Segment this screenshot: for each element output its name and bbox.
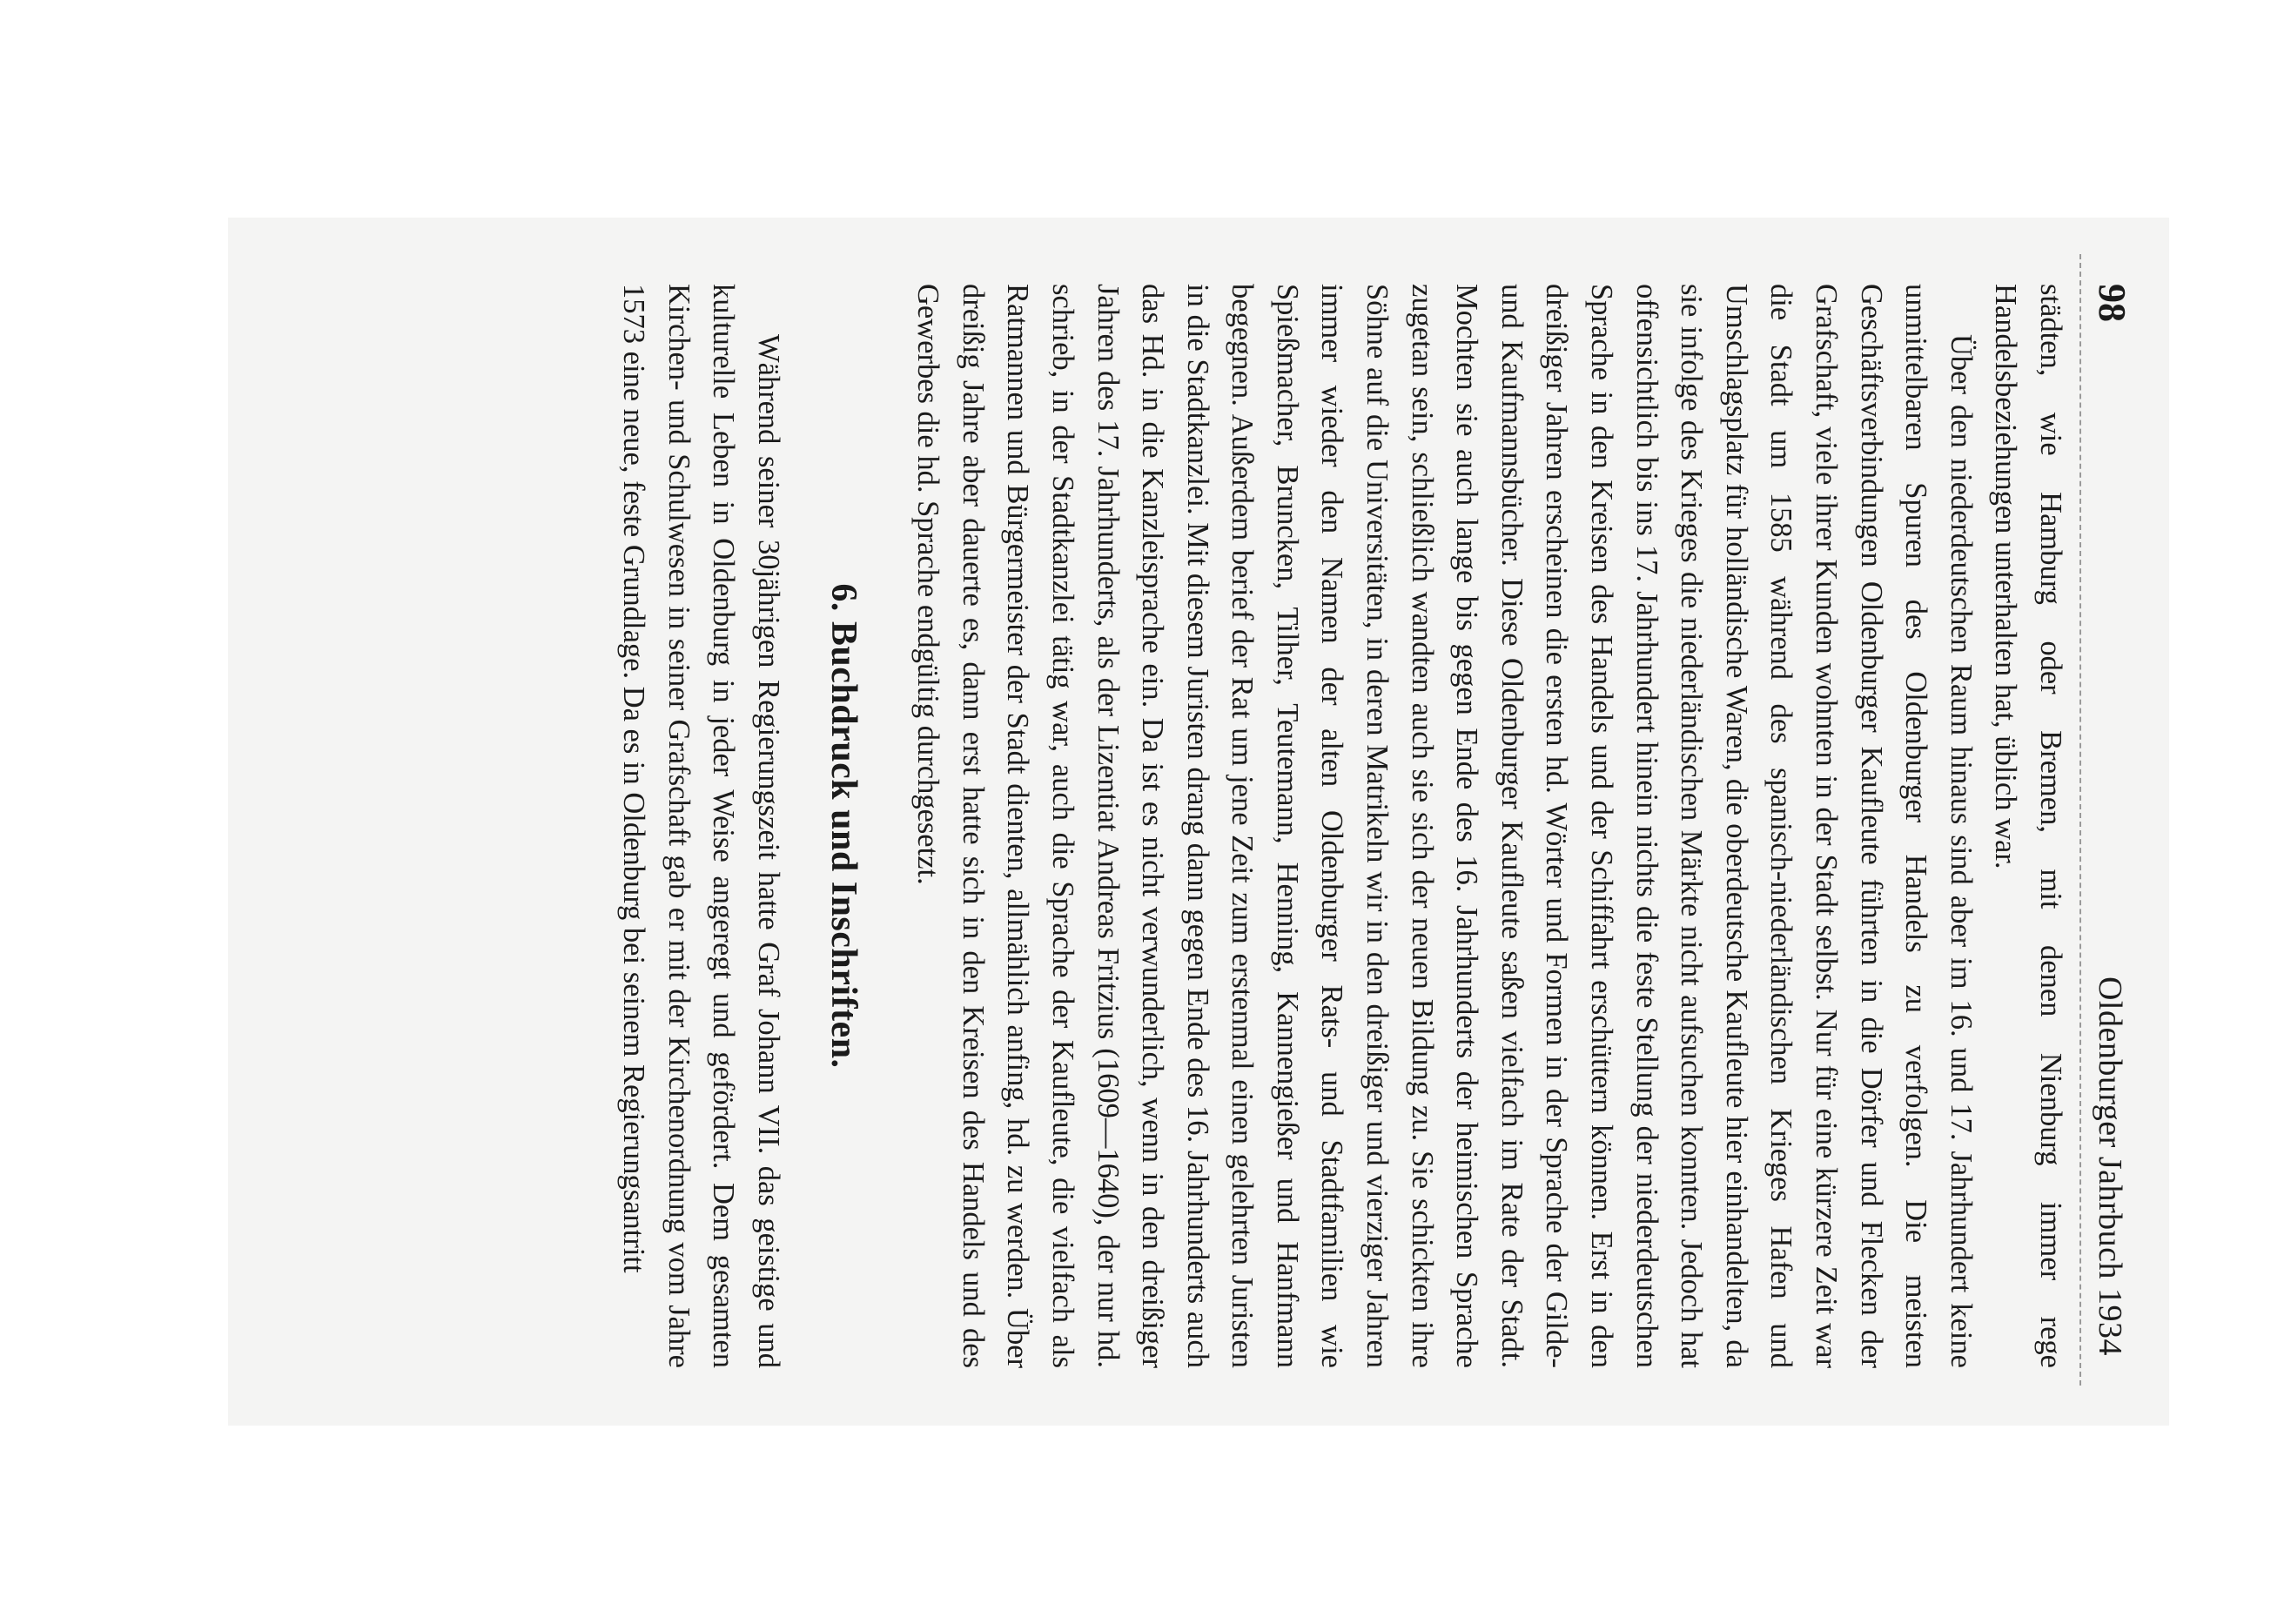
- paragraph-2: Über den niederdeutschen Raum hinaus sind aber im 16. und 17. Jahrhundert keine unmittelbaren Spuren des Oldenburger Handels zu verfolgen. Die meisten Geschäftsverbindungen Oldenburger Kaufleute führten in die Dörfer und Flecken der Grafschaft, viele ihrer Kunden wohnten in der Stadt selbst. Nur für eine kürzere Zeit war die Stadt um 1585 während des spanisch-niederländischen Krieges Hafen und Umschlagsplatz für holländische Waren, die oberdeutsche Kaufleute hier einhandelten, da sie infolge des Krieges die niederländischen Märkte nicht aufsuchen konnten. Jedoch hat offensichtlich bis ins 17. Jahrhundert hinein nichts die feste Stellung der niederdeutschen Sprache in den Kreisen des Handels und der Schiffahrt erschüttern können. Erst in den dreißiger Jahren erscheinen die ersten hd. Wörter und Formen in der Sprache der Gilde- und Kaufmannsbücher. Diese Oldenburger Kaufleute saßen vielfach im Rate der Stadt. Mochten sie auch lange bis gegen Ende des 16. Jahrhunderts der heimischen Sprache zugetan sein, schließlich wandten auch sie sich der neuen Bildung zu. Sie schickten ihre Söhne auf die Universitäten, in deren Matrikeln wir in den dreißiger und vierziger Jahren immer wieder den Namen der alten Oldenburger Rats- und Stadtfamilien wie Spießmacher, Bruncken, Tilher, Teutemann, Henning, Kannengießer und Hanfmann begegnen. Außerdem berief der Rat um jene Zeit zum erstenmal einen gelehrten Juristen in die Stadtkanzlei. Mit diesem Juristen drang dann gegen Ende des 16. Jahrhunderts auch das Hd. in die Kanzleisprache ein. Da ist es nicht verwunderlich, wenn in den dreißiger Jahren des 17. Jahrhunderts, als der Lizentiat Andreas Fritzius (1609—1640), der nur hd. schrieb, in der Stadtkanzlei tätig war, auch die Sprache der Kaufleute, die vielfach als Ratmannen und Bürgermeister der Stadt dienten, allmählich anfing, hd. zu werden. Über dreißig Jahre aber dauerte es, dann erst hatte sich in den Kreisen des Handels und des Gewerbes die hd. Sprache endgültig durchgesetzt.: [911, 284, 1978, 1368]
- paragraph-1: städten, wie Hamburg oder Bremen, mit denen Nienburg immer rege Handelsbeziehungen unterhalten hat, üblich war.: [1989, 284, 2067, 1368]
- body-text: [611, 237, 2073, 1403]
- page-number: 98: [2091, 284, 2133, 322]
- document-page: [249, 237, 2147, 1403]
- section-paragraph: Während seiner 30jährigen Regierungszeit hatte Graf Johann VII. das geistige und kulturelle Leben in Oldenburg in jeder Weise angeregt und gefördert. Dem gesamten Kirchen- und Schulwesen in seiner Grafschaft gab er mit der Kirchenordnung vom Jahre 1573 eine neue, feste Grundlage. Da es in Oldenburg bei seinem Regierungsantritt: [617, 284, 785, 1368]
- page-header: [2079, 254, 2147, 1386]
- section-heading: 6. Buchdruck und Inschriften.: [823, 583, 863, 1069]
- running-title: Oldenburger Jahrbuch 1934: [2092, 976, 2128, 1356]
